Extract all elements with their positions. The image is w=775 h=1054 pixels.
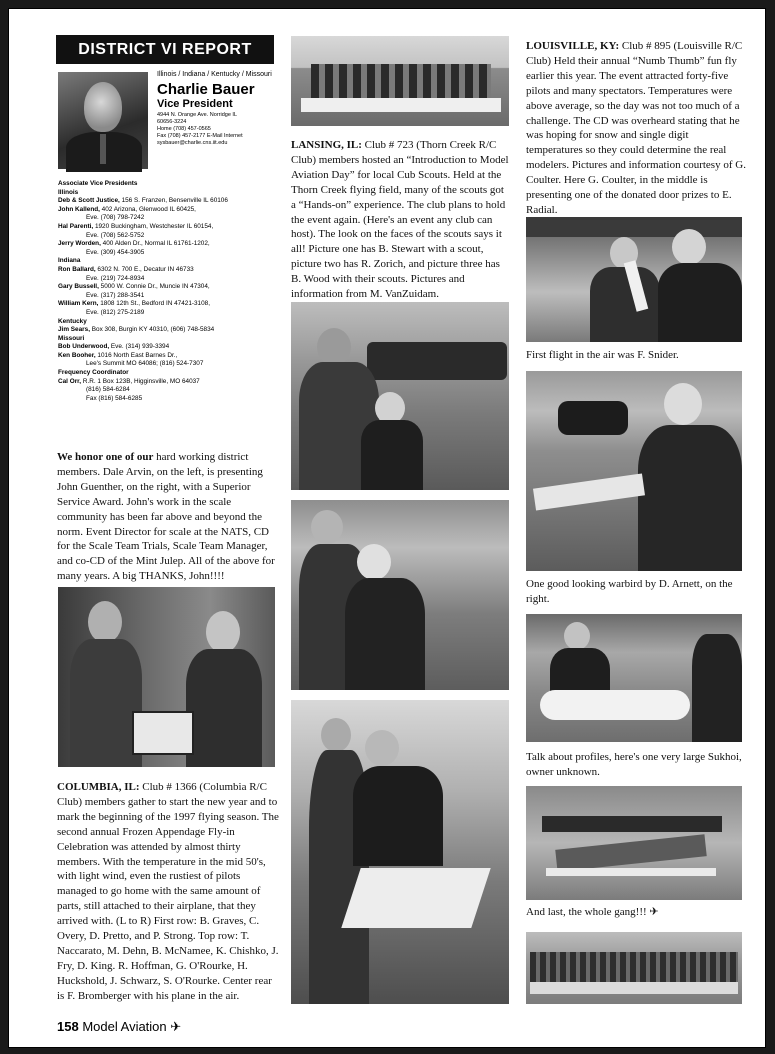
lansing-place: LANSING, IL: xyxy=(291,139,362,151)
list-item: Cal Orr, R.R. 1 Box 123B, Higginsville, MO 64037 xyxy=(58,377,200,385)
honor-text: hard working district members. Dale Arvin, on the left, is presenting John Guenther, on the right, with a Superior Service Award. John's work in the scale community has been far above and beyond the norm. Event Director for scale at the NATS, CD for the Scale Team Trials, Scale Team Manager, and co-CD of the Mint Julep. All of the above for many years. A big THANKS, John!!!! xyxy=(57,451,275,583)
columbia-text: Club # 1366 (Columbia R/C Club) members gather to start the new year and to mark the beginning of the 1997 flying season. The second annual Frozen Appendage Fly-in Celebration was attended by almost thirty members. With the temperature in the mid 50's, with light wind, even the rustiest of pilots managed to go home with the same amount of parts, still attached to their airplane, that they arrived with. (L to R) First row: B. Graves, C. Overy, D. Pretto, and P. Strong. Top row: T. Naccarato, M. Dehn, B. McNamee, K. Chishko, J. Fry, D. King. R. Hoffman, G. O'Rourke, H. Huckshold, J. Schwarz, S. O'Rourke. Center rear is F. Bromberger with his plane in the air. xyxy=(57,781,279,1002)
state-heading: Illinois xyxy=(58,188,79,196)
list-item: Ron Ballard, 6302 N. 700 E., Decatur IN 46733 xyxy=(58,265,194,273)
columbia-paragraph xyxy=(57,780,279,1004)
vp-info xyxy=(157,71,277,147)
caption-profiles: Talk about profiles, here's one very large Sukhoi, owner unknown. xyxy=(526,751,742,778)
district-banner: DISTRICT VI REPORT xyxy=(56,35,274,64)
lansing-photo-2 xyxy=(291,500,509,690)
vp-name: Charlie Bauer xyxy=(157,81,255,98)
magazine-page xyxy=(8,8,766,1048)
louisville-paragraph xyxy=(526,39,748,218)
honor-lead: We honor one of our xyxy=(57,451,154,463)
lansing-photo-3 xyxy=(291,700,509,1004)
caption-first-flight: First flight in the air was F. Snider. xyxy=(526,349,679,361)
associate-vp-list xyxy=(58,180,280,403)
state-heading: Indiana xyxy=(58,257,81,265)
vp-address-line: 60656-3224 xyxy=(157,119,187,125)
vp-title: Vice President xyxy=(157,98,233,110)
list-item-phone: Eve. (812) 275-2189 xyxy=(86,308,145,316)
list-item: Bob Underwood, Eve. (314) 939-3394 xyxy=(58,343,170,351)
list-item-phone: Eve. (219) 724-8934 xyxy=(86,274,145,282)
list-item-phone: Eve. (708) 798-7242 xyxy=(86,214,145,222)
list-item-phone: Eve. (317) 288-3541 xyxy=(86,291,145,299)
state-heading: Missouri xyxy=(58,334,85,342)
list-item: Ken Booher, 1016 North East Barnes Dr., xyxy=(58,351,178,359)
plane-icon: ✈ xyxy=(649,906,659,918)
vp-fax: Fax (708) 457-2177 E-Mail Internet xyxy=(157,133,243,139)
vp-portrait-photo xyxy=(58,72,148,169)
caption-warbird: One good looking warbird by D. Arnett, on the right. xyxy=(526,578,733,605)
sukhoi-photo xyxy=(526,614,742,742)
vp-email: sysbauer@charlie.cns.iit.edu xyxy=(157,140,228,146)
list-item-address: Lee's Summit MO 64086; (816) 524-7307 xyxy=(86,360,204,368)
list-item: Deb & Scott Justice, 156 S. Franzen, Bensenville IL 60106 xyxy=(58,197,228,205)
list-item: Gary Bussell, 5000 W. Connie Dr., Muncie IN 47304, xyxy=(58,283,210,291)
louisville-prize-photo xyxy=(526,217,742,342)
coordinator-heading: Frequency Coordinator xyxy=(58,369,129,377)
louisville-place: LOUISVILLE, KY: xyxy=(526,40,620,52)
lansing-photo-1 xyxy=(291,302,509,490)
list-item: William Kern, 1808 12th St., Bedford IN 47421-3108, xyxy=(58,300,210,308)
list-item: Hal Parenti, 1920 Buckingham, Westchester IL 60154, xyxy=(58,222,214,230)
page-number: 158 xyxy=(57,1019,79,1034)
list-item-phone: (816) 584-6284 xyxy=(86,386,130,394)
magazine-title: Model Aviation xyxy=(82,1019,167,1034)
list-item: Jerry Worden, 400 Alden Dr., Normal IL 61761-1202, xyxy=(58,240,210,248)
vp-phone: Home (708) 457-0565 xyxy=(157,126,211,132)
louisville-warbird-photo xyxy=(526,371,742,571)
award-photo xyxy=(58,587,275,767)
list-item-phone: Eve. (309) 454-3905 xyxy=(86,248,145,256)
state-heading: Kentucky xyxy=(58,317,87,325)
louisville-text: Club # 895 (Louisville R/C Club) Held their annual “Numb Thumb” fun fly earlier this year. The event attracted forty-five pilots and many spectators. Temperatures were above average, so the day was not too much of a challenge. The CD was overheard stating that he was hoping for snow and single digit temperatures so they could determine the real modelers. Pictures and information courtesy of G. Coulter. Here G. Coulter, in the middle is presenting one of the donated door prizes to E. Radial. xyxy=(526,40,746,216)
biplane-photo xyxy=(526,786,742,900)
list-item: Jim Sears, Box 308, Burgin KY 40310, (606) 748-5834 xyxy=(58,326,215,334)
list-item: John Kallend, 402 Arizona, Glenwood IL 60425, xyxy=(58,205,196,213)
list-item-phone: Eve. (708) 562-5752 xyxy=(86,231,145,239)
vp-address-line: 4944 N. Orange Ave. Norridge IL xyxy=(157,112,238,118)
page-footer xyxy=(57,1019,181,1035)
caption-gang xyxy=(526,905,748,920)
vp-states: Illinois / Indiana / Kentucky / Missouri xyxy=(157,71,272,78)
lansing-paragraph xyxy=(291,138,509,302)
columbia-place: COLUMBIA, IL: xyxy=(57,781,140,793)
vp-address xyxy=(157,112,277,147)
lansing-group-photo xyxy=(291,36,509,126)
assoc-heading: Associate Vice Presidents xyxy=(58,180,138,187)
whole-gang-photo xyxy=(526,932,742,1004)
list-item-fax: Fax (816) 584-6285 xyxy=(86,394,143,402)
plane-icon: ✈ xyxy=(170,1019,182,1034)
caption-gang-text: And last, the whole gang!!! xyxy=(526,906,647,918)
honor-paragraph xyxy=(57,450,279,584)
lansing-text: Club # 723 (Thorn Creek R/C Club) members hosted an “Introduction to Model Aviation Day” for local Cub Scouts. Held at the Thorn Creek flying field, many of the scouts got a “Hands-on” experience. The club plans to hold the event again. (Here's an event any club can host). The look on the faces of the scouts says it all! Picture one has B. Stewart with a scout, picture two has R. Zorich, and picture three has B. Wood with their scouts. Pictures and information from M. VanZuidam. xyxy=(291,139,509,301)
